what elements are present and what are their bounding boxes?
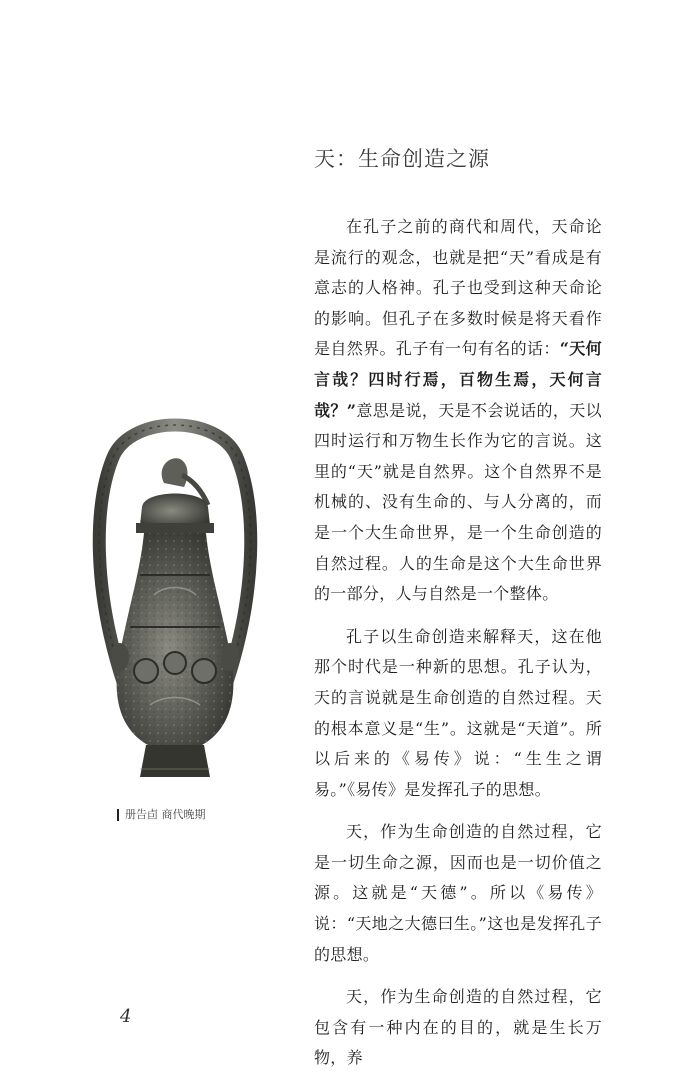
paragraph-1-text-after: 意思是说，天是不会说话的，天以四时运行和万物生长作为它的言说。这里的“天”就是自然界。这个自然界不是机械的、没有生命的、与人分离的，而是一个大生命世界，是一个生命创造的自然过程。人的生命是这个大生命世界的一部分，人与自然是一个整体。 — [314, 400, 602, 604]
paragraph-3 — [314, 817, 602, 970]
caption-bar — [117, 809, 119, 821]
paragraph-4-text: 天，作为生命创造的自然过程，它包含有一种内在的目的，就是生长万物，养 — [314, 987, 602, 1068]
section-title: 天：生命创造之源 — [314, 147, 490, 171]
figure-caption-text: 册告卣 商代晚期 — [125, 808, 206, 821]
body-text — [314, 212, 602, 1086]
paragraph-1-quote: “天何言哉？四时行焉，百物生焉，天何言哉？” — [314, 339, 602, 420]
page-number: 4 — [120, 1006, 132, 1027]
bronze-vessel-figure — [84, 395, 266, 787]
paragraph-4 — [314, 982, 602, 1074]
paragraph-1 — [314, 212, 602, 610]
bronze-vessel-image — [84, 395, 266, 787]
paragraph-2 — [314, 622, 602, 806]
paragraph-2-text: 孔子以生命创造来解释天，这在他那个时代是一种新的思想。孔子认为，天的言说就是生命创造的自然过程。天的根本意义是“生”。这就是“天道”。所以后来的《易传》说：“生生之谓易。”《易传》是发挥孔子的思想。 — [314, 626, 602, 799]
paragraph-1-text: 在孔子之前的商代和周代，天命论是流行的观念，也就是把“天”看成是有意志的人格神。孔子也受到这种天命论的影响。但孔子在多数时候是将天看作是自然界。孔子有一句有名的话： — [314, 217, 602, 359]
figure-caption — [117, 806, 206, 822]
paragraph-3-text: 天，作为生命创造的自然过程，它是一切生命之源，因而也是一切价值之源。这就是“天德”。所以《易传》说：“天地之大德曰生。”这也是发挥孔子的思想。 — [314, 822, 602, 964]
